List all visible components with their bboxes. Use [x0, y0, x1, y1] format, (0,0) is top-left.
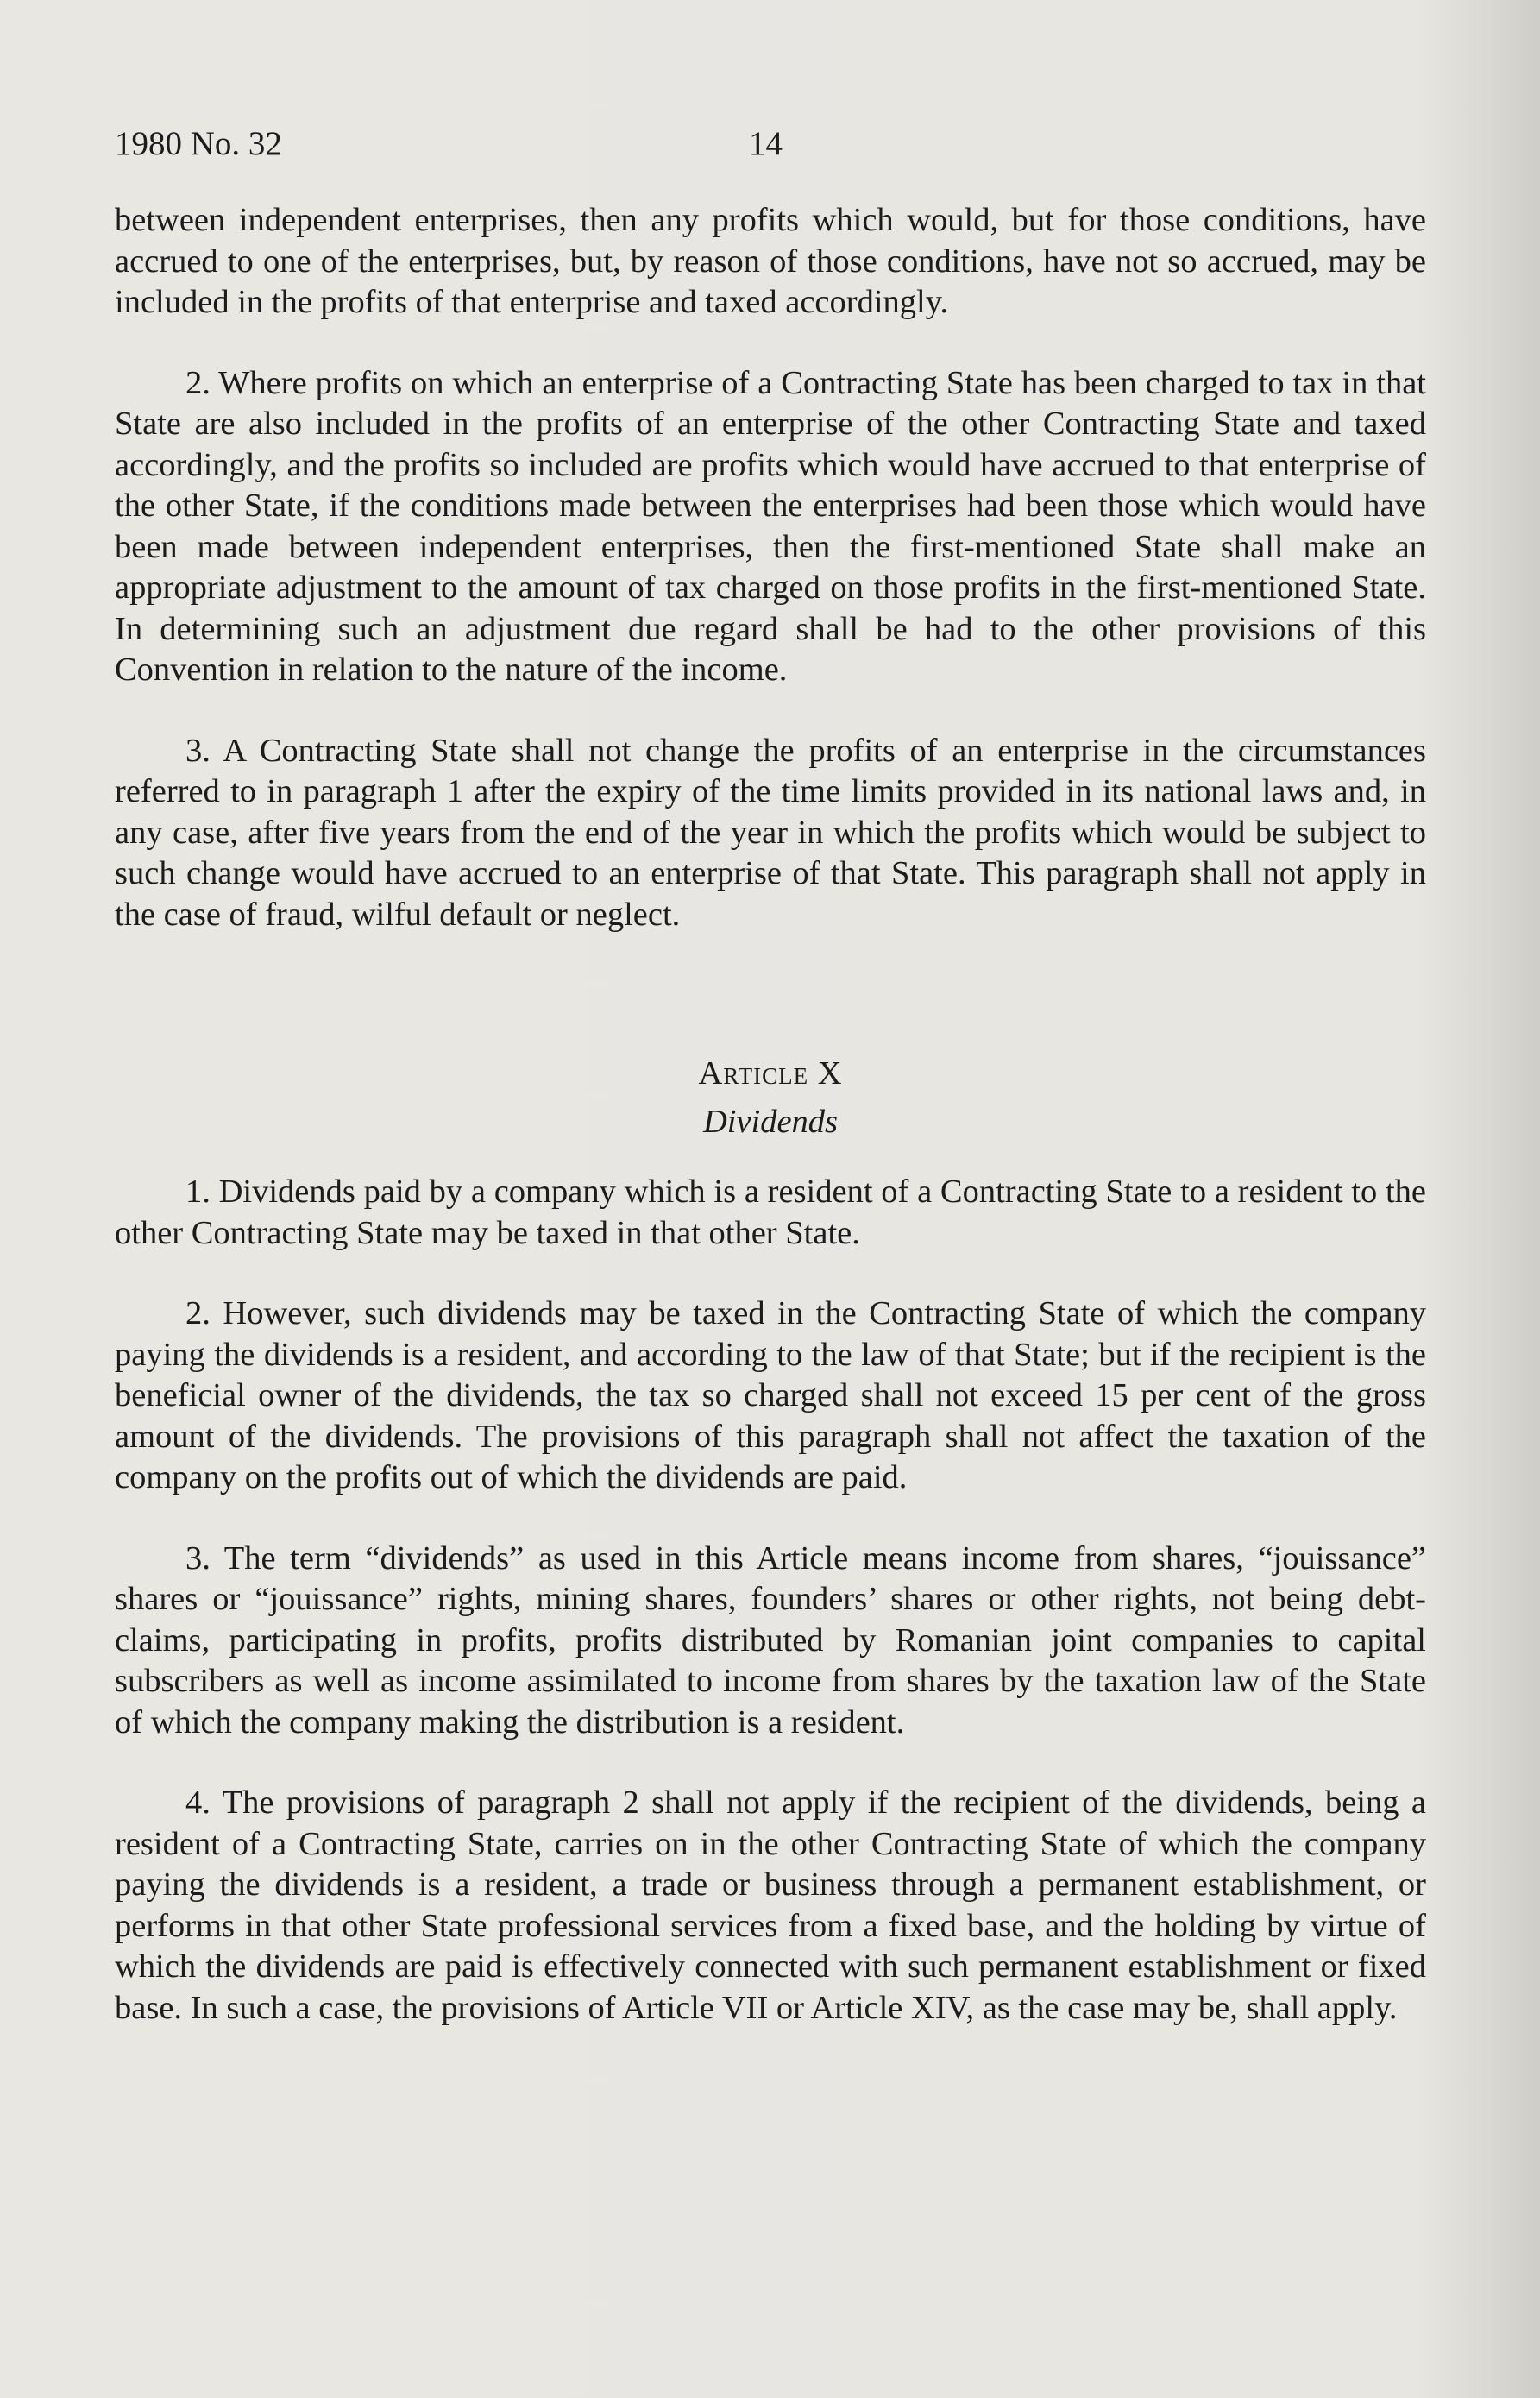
- article-paragraph-1: 1. Dividends paid by a company which is a resident of a Contracting State to a resident to the other Contracting State may be taxed in that other State.: [115, 1174, 1426, 1251]
- page-number: 14: [749, 125, 783, 162]
- paragraph-3: 3. A Contracting State shall not change the profits of an enterprise in the circumstances referred to in paragraph 1 after the expiry of the time limits provided in its national laws and, in any case, after five years from the end of the year in which the profits which would be subject to such change would have accrued to an enterprise of that State. This paragraph shall not apply in the case of fraud, wilful default or neglect.: [115, 732, 1426, 933]
- article-paragraph-3: 3. The term “dividends” as used in this Article means income from shares, “jouissance” shares or “jouissance” rights, mining shares, founders’ shares or other rights, not being debt-claims, participating in profits, profits distributed by Romanian joint companies to capital subscribers as well as income assimilated to income from shares by the taxation law of the State of which the company making the distribution is a resident.: [115, 1539, 1426, 1740]
- article-heading: [115, 1049, 1426, 1146]
- article-title: Article X: [698, 1055, 843, 1092]
- article-paragraph-2: 2. However, such dividends may be taxed in the Contracting State of which the company paying the dividends is a resident, and according to the law of that State; but if the recipient is the beneficial owner of the dividends, the tax so charged shall not exceed 15 per cent of the gross amount of the dividends. The provisions of this paragraph shall not affect the taxation of the company on the profits out of which the dividends are paid.: [115, 1295, 1426, 1495]
- running-head: 1980 No. 32: [115, 125, 282, 162]
- article-paragraph-4: 4. The provisions of paragraph 2 shall not apply if the recipient of the dividends, being a resident of a Contracting State, carries on in the other Contracting State of which the company paying the dividends is a resident, a trade or business through a permanent establishment, or performs in that other State professional services from a fixed base, and the holding by virtue of which the dividends are paid is effectively connected with such permanent establishment or fixed base. In such a case, the provisions of Article VII or Article XIV, as the case may be, shall apply.: [115, 1784, 1426, 2026]
- page-header: [115, 118, 1426, 170]
- paragraph-continuation: between independent enterprises, then any profits which would, but for those conditions, have accrued to one of the enterprises, but, by reason of those conditions, have not so accrued, may be included in the profits of that enterprise and taxed accordingly.: [115, 202, 1426, 320]
- body-text: [115, 200, 1426, 2068]
- paragraph-2: 2. Where profits on which an enterprise of a Contracting State has been charged to tax in that State are also included in the profits of an enterprise of the other Contracting State and taxed accordingly, and the profits so included are profits which would have accrued to that enterprise of the other State, if the conditions made between the enterprises had been those which would have been made between independent enterprises, then the first-mentioned State shall make an appropriate adjustment to the amount of tax charged on those profits in the first-mentioned State. In determining such an adjustment due regard shall be had to the other provisions of this Convention in relation to the nature of the income.: [115, 364, 1426, 688]
- article-subtitle: Dividends: [702, 1104, 839, 1140]
